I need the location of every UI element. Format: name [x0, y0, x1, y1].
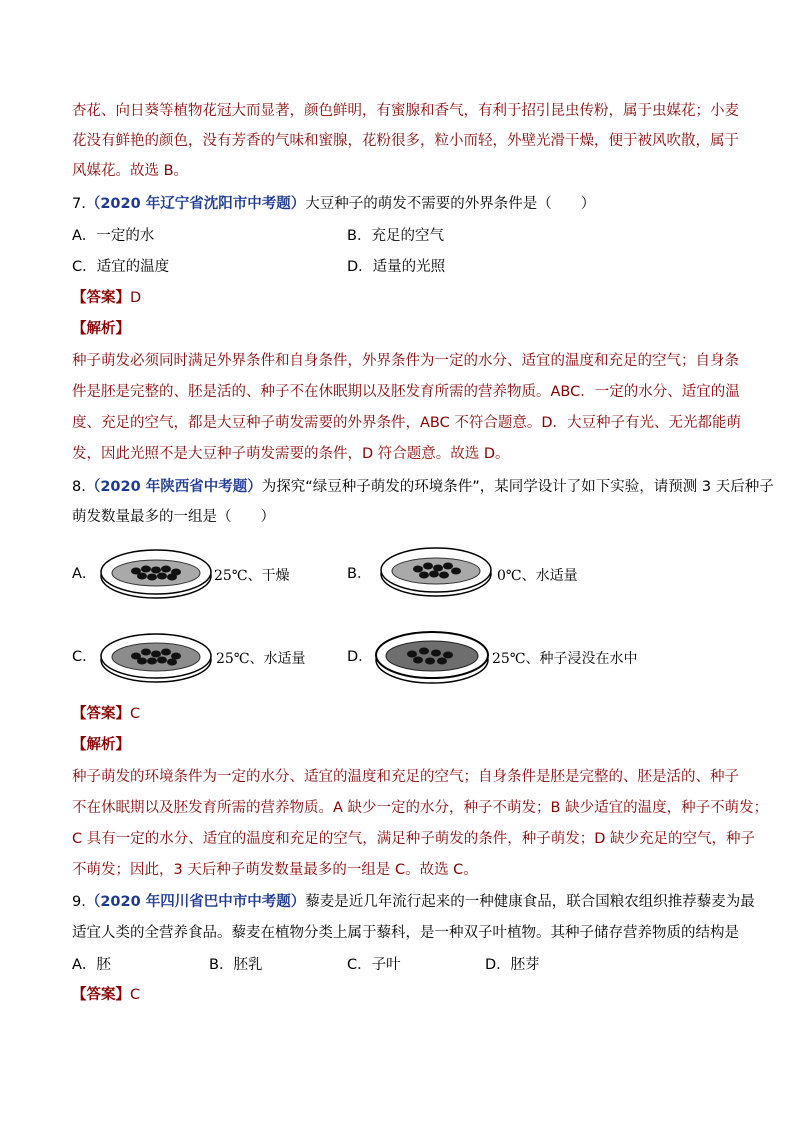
- q8-option-a-label: 25℃、干燥: [214, 568, 290, 584]
- answer-label: 【答案】: [72, 290, 130, 306]
- question-number: 7.: [72, 196, 86, 212]
- question-9-stem: [72, 892, 755, 912]
- q8-analysis-line: C 具有一定的水分、适宜的温度和充足的空气，满足种子萌发的条件，种子萌发；D 缺少充足的空气，种子: [72, 831, 756, 847]
- q8-option-a-letter: A．: [72, 566, 97, 582]
- question-7-stem: [72, 194, 595, 214]
- q9-option-c: C．子叶: [347, 957, 401, 973]
- petri-dish-cold-image: [378, 544, 496, 600]
- q7-option-d: D．适量的光照: [347, 259, 446, 275]
- q7-analysis-line: 发，因此光照不是大豆种子萌发需要的条件，D 符合题意。故选 D。: [72, 446, 510, 462]
- petri-dish-water-image: [98, 628, 216, 686]
- answer-value: C: [130, 706, 141, 722]
- q8-option-c-letter: C．: [72, 649, 97, 665]
- q8-analysis-line: 不在休眠期以及胚发育所需的营养物质。A 缺少一定的水分，种子不萌发；B 缺少适宜的温度，种子不萌发；: [72, 800, 769, 816]
- q8-analysis-line: 不萌发；因此，3 天后种子萌发数量最多的一组是 C。故选 C。: [72, 862, 478, 878]
- question-source: （2020 年四川省巴中市中考题）: [85, 894, 306, 910]
- q7-analysis-line: 种子萌发必须同时满足外界条件和自身条件，外界条件为一定的水分、适宜的温度和充足的空气；自身条: [72, 353, 739, 369]
- q7-answer: [72, 288, 141, 308]
- answer-label: 【答案】: [72, 706, 130, 722]
- q9-option-b: B．胚乳: [209, 957, 263, 973]
- prev-explanation-line: 风媒花。故选 B。: [72, 163, 189, 179]
- petri-dish-submerged-image: [372, 626, 492, 686]
- q8-answer: [72, 704, 140, 724]
- question-text: 为探究“绿豆种子萌发的环境条件”，某同学设计了如下实验，请预测 3 天后种子: [261, 479, 774, 495]
- q8-option-d-label: 25℃、种子浸没在水中: [492, 651, 638, 667]
- answer-label: 【答案】: [72, 987, 130, 1003]
- q8-analysis-line: 种子萌发的环境条件为一定的水分、适宜的温度和充足的空气；自身条件是胚是完整的、胚是活的、种子: [72, 769, 739, 785]
- q9-answer: [72, 985, 140, 1005]
- question-8-stem: [72, 477, 774, 497]
- q7-analysis-label: 【解析】: [72, 321, 130, 337]
- question-source: （2020 年陕西省中考题）: [85, 479, 262, 495]
- q8-option-b-letter: B．: [347, 566, 372, 582]
- q9-option-d: D．胚芽: [485, 957, 540, 973]
- q9-option-a: A．胚: [72, 957, 111, 973]
- q7-analysis-line: 件是胚是完整的、胚是活的、种子不在休眠期以及胚发育所需的营养物质。ABC．一定的水分、适宜的温: [72, 384, 740, 400]
- q7-option-c: C．适宜的温度: [72, 259, 170, 275]
- answer-value: D: [130, 290, 142, 306]
- q8-analysis-label: 【解析】: [72, 737, 130, 753]
- question-text: 藜麦是近几年流行起来的一种健康食品，联合国粮农组织推荐藜麦为最: [305, 894, 755, 910]
- question-8-stem-cont: 萌发数量最多的一组是（ ）: [72, 509, 275, 525]
- petri-dish-dry-image: [98, 546, 216, 602]
- q7-option-b: B．充足的空气: [347, 228, 444, 244]
- prev-explanation-line: 花没有鲜艳的颜色，没有芳香的气味和蜜腺，花粉很多，粒小而轻，外壁光滑干燥，便于被风吹散，属于: [72, 133, 739, 149]
- question-text: 大豆种子的萌发不需要的外界条件是（ ）: [305, 196, 596, 212]
- question-source: （2020 年辽宁省沈阳市中考题）: [85, 196, 306, 212]
- prev-explanation-line: 杏花、向日葵等植物花冠大而显著，颜色鲜明，有蜜腺和香气，有利于招引昆虫传粉，属于虫媒花；小麦: [72, 103, 739, 119]
- question-9-stem-cont: 适宜人类的全营养食品。藜麦在植物分类上属于藜科，是一种双子叶植物。其种子储存营养物质的结构是: [72, 925, 739, 941]
- q8-option-b-label: 0℃、水适量: [497, 568, 578, 584]
- q7-option-a: A．一定的水: [72, 228, 155, 244]
- q8-option-c-label: 25℃、水适量: [216, 651, 306, 667]
- question-number: 9.: [72, 894, 86, 910]
- q8-option-d-letter: D．: [347, 649, 373, 665]
- q7-analysis-line: 度、充足的空气，都是大豆种子萌发需要的外界条件，ABC 不符合题意。D．大豆种子有光、无光都能萌: [72, 415, 742, 431]
- question-number: 8.: [72, 479, 86, 495]
- answer-value: C: [130, 987, 141, 1003]
